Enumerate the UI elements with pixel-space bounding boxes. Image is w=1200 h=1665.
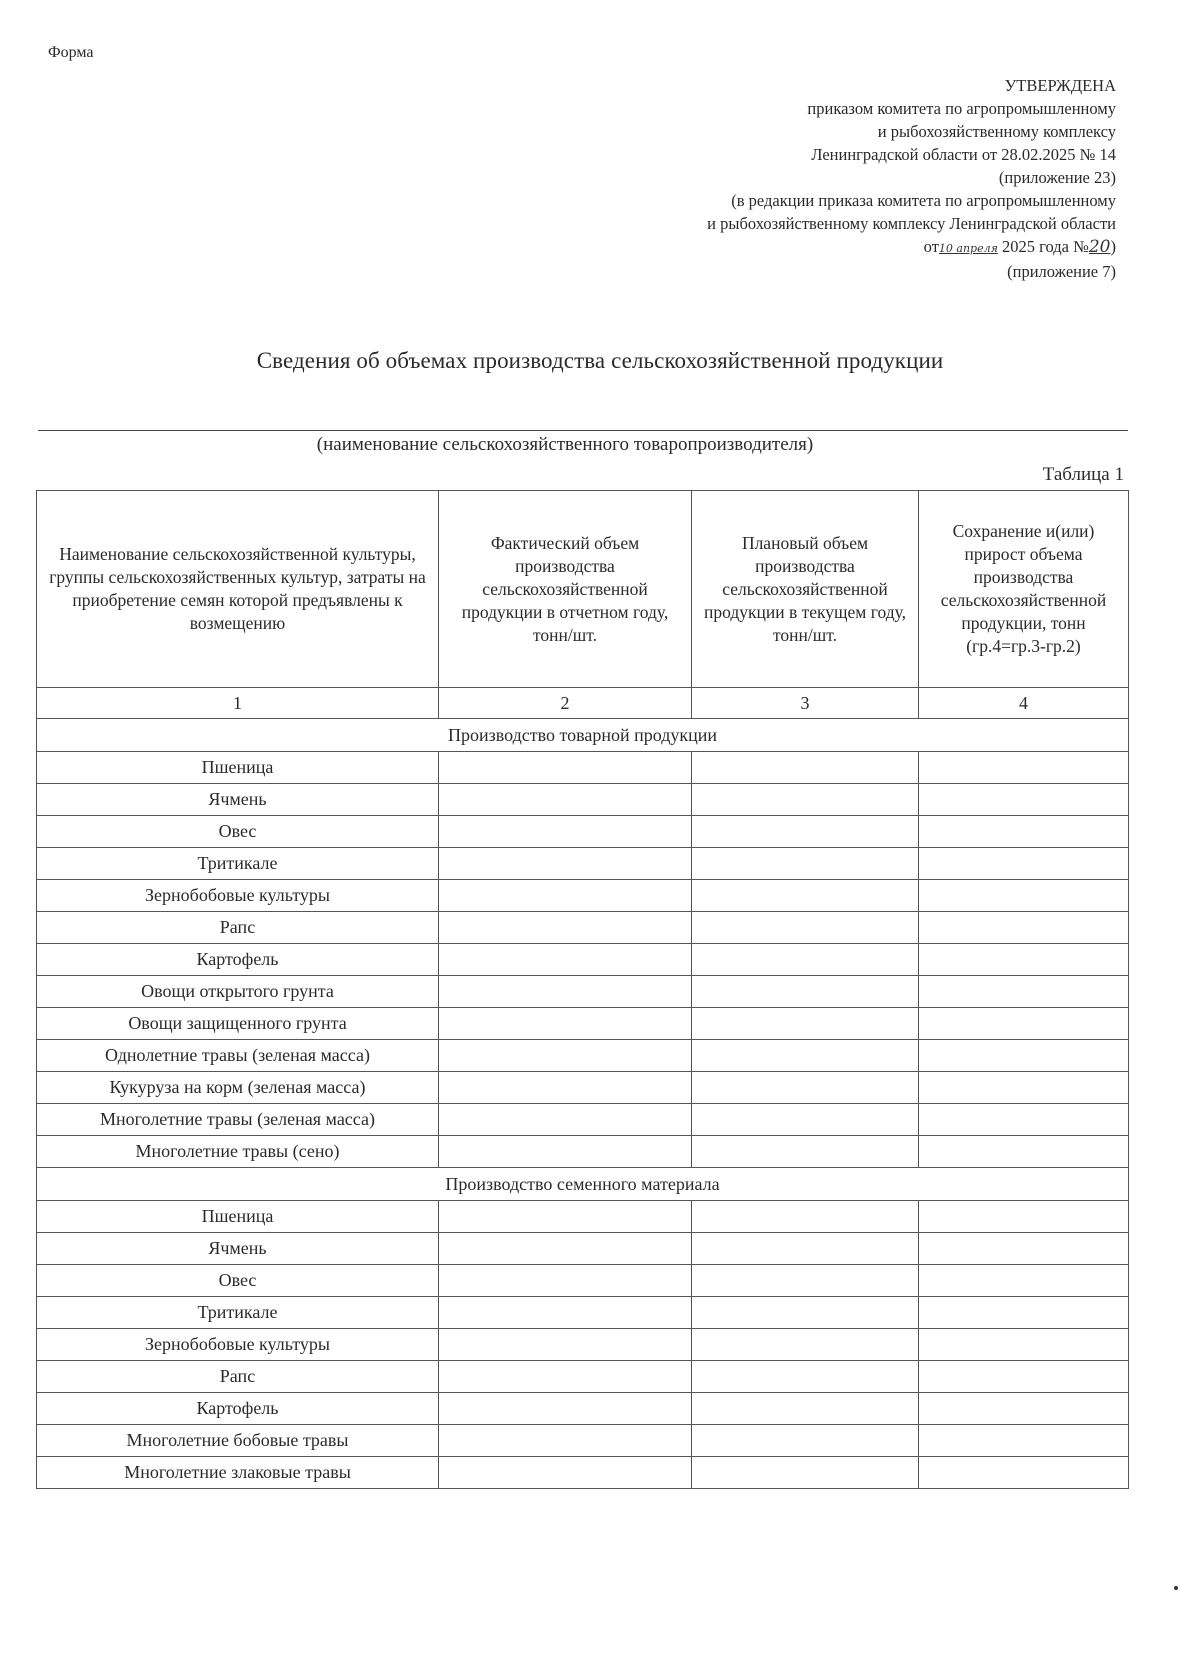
growth-volume-cell[interactable] [919, 1233, 1129, 1265]
planned-volume-cell[interactable] [692, 1393, 919, 1425]
planned-volume-cell[interactable] [692, 1265, 919, 1297]
culture-name-cell: Многолетние травы (зеленая масса) [37, 1104, 439, 1136]
planned-volume-cell[interactable] [692, 1297, 919, 1329]
actual-volume-cell[interactable] [439, 816, 692, 848]
culture-name-cell: Картофель [37, 944, 439, 976]
table-row [37, 912, 1129, 944]
culture-name-cell: Ячмень [37, 784, 439, 816]
culture-name-cell: Рапс [37, 1361, 439, 1393]
table-row [37, 1361, 1129, 1393]
growth-volume-cell[interactable] [919, 976, 1129, 1008]
culture-name-cell: Многолетние злаковые травы [37, 1457, 439, 1489]
growth-volume-cell[interactable] [919, 944, 1129, 976]
header-growth-volume: Сохранение и(или) прирост объема производства сельскохозяйственной продукции, тонн (гр.4=гр.3-гр.2) [919, 491, 1129, 688]
actual-volume-cell[interactable] [439, 976, 692, 1008]
actual-volume-cell[interactable] [439, 1425, 692, 1457]
table-row [37, 1008, 1129, 1040]
approval-line-8 [556, 235, 1116, 260]
table-row [37, 976, 1129, 1008]
table-row [37, 784, 1129, 816]
table-row [37, 1457, 1129, 1489]
column-numbers-row [37, 688, 1129, 719]
header-culture-name: Наименование сельскохозяйственной культуры, группы сельскохозяйственных культур, затраты на приобретение семян которой предъявлены к возмещению [37, 491, 439, 688]
table-row [37, 1297, 1129, 1329]
culture-name-cell: Овощи защищенного грунта [37, 1008, 439, 1040]
column-number: 4 [919, 688, 1129, 719]
actual-volume-cell[interactable] [439, 1233, 692, 1265]
growth-volume-cell[interactable] [919, 1361, 1129, 1393]
culture-name-cell: Многолетние травы (сено) [37, 1136, 439, 1168]
planned-volume-cell[interactable] [692, 784, 919, 816]
planned-volume-cell[interactable] [692, 848, 919, 880]
culture-name-cell: Рапс [37, 912, 439, 944]
table-row [37, 1265, 1129, 1297]
planned-volume-cell[interactable] [692, 976, 919, 1008]
approval-line-8-suffix: ) [1110, 237, 1116, 256]
actual-volume-cell[interactable] [439, 1329, 692, 1361]
growth-volume-cell[interactable] [919, 1297, 1129, 1329]
culture-name-cell: Ячмень [37, 1233, 439, 1265]
planned-volume-cell[interactable] [692, 1136, 919, 1168]
actual-volume-cell[interactable] [439, 784, 692, 816]
approval-line-8-mid: 2025 года № [1002, 237, 1089, 256]
culture-name-cell: Овощи открытого грунта [37, 976, 439, 1008]
growth-volume-cell[interactable] [919, 912, 1129, 944]
culture-name-cell: Однолетние травы (зеленая масса) [37, 1040, 439, 1072]
form-label: Форма [48, 44, 94, 61]
table-row [37, 944, 1129, 976]
culture-name-cell: Пшеница [37, 752, 439, 784]
scan-speck [1174, 1586, 1178, 1590]
actual-volume-cell[interactable] [439, 880, 692, 912]
approval-line-1: УТВЕРЖДЕНА [1004, 76, 1116, 95]
column-number: 3 [692, 688, 919, 719]
growth-volume-cell[interactable] [919, 1201, 1129, 1233]
table-row [37, 880, 1129, 912]
culture-name-cell: Зернобобовые культуры [37, 880, 439, 912]
growth-volume-cell[interactable] [919, 784, 1129, 816]
planned-volume-cell[interactable] [692, 1457, 919, 1489]
culture-name-cell: Овес [37, 1265, 439, 1297]
planned-volume-cell[interactable] [692, 1201, 919, 1233]
column-number: 2 [439, 688, 692, 719]
planned-volume-cell[interactable] [692, 944, 919, 976]
approval-line-3: и рыбохозяйственному комплексу [877, 122, 1116, 141]
section-row-seed [37, 1168, 1129, 1201]
actual-volume-cell[interactable] [439, 1136, 692, 1168]
table-row [37, 1072, 1129, 1104]
growth-volume-cell[interactable] [919, 1265, 1129, 1297]
approval-line-5: (приложение 23) [998, 168, 1116, 187]
actual-volume-cell[interactable] [439, 1457, 692, 1489]
handwritten-number: 20 [1088, 237, 1111, 257]
actual-volume-cell[interactable] [439, 1361, 692, 1393]
planned-volume-cell[interactable] [692, 880, 919, 912]
growth-volume-cell[interactable] [919, 1136, 1129, 1168]
actual-volume-cell[interactable] [439, 1008, 692, 1040]
actual-volume-cell[interactable] [439, 1201, 692, 1233]
planned-volume-cell[interactable] [692, 1425, 919, 1457]
table-row [37, 1393, 1129, 1425]
growth-volume-cell[interactable] [919, 1457, 1129, 1489]
actual-volume-cell[interactable] [439, 1265, 692, 1297]
planned-volume-cell[interactable] [692, 1072, 919, 1104]
production-table [36, 490, 1129, 1489]
document-title: Сведения об объемах производства сельскохозяйственной продукции [256, 348, 944, 373]
growth-volume-cell[interactable] [919, 1393, 1129, 1425]
culture-name-cell: Тритикале [37, 848, 439, 880]
planned-volume-cell[interactable] [692, 1008, 919, 1040]
culture-name-cell: Картофель [37, 1393, 439, 1425]
growth-volume-cell[interactable] [919, 1329, 1129, 1361]
culture-name-cell: Пшеница [37, 1201, 439, 1233]
table-row [37, 752, 1129, 784]
actual-volume-cell[interactable] [439, 1297, 692, 1329]
planned-volume-cell[interactable] [692, 816, 919, 848]
planned-volume-cell[interactable] [692, 912, 919, 944]
section-title-seed: Производство семенного материала [37, 1168, 1129, 1201]
growth-volume-cell[interactable] [919, 880, 1129, 912]
approval-line-8-prefix: от [923, 237, 939, 256]
actual-volume-cell[interactable] [439, 912, 692, 944]
planned-volume-cell[interactable] [692, 1361, 919, 1393]
table-row [37, 1201, 1129, 1233]
culture-name-cell: Зернобобовые культуры [37, 1329, 439, 1361]
approval-line-7: и рыбохозяйственному комплексу Ленинградской области [707, 214, 1116, 233]
growth-volume-cell[interactable] [919, 816, 1129, 848]
table-row [37, 1233, 1129, 1265]
table-row [37, 1329, 1129, 1361]
producer-caption: (наименование сельскохозяйственного товаропроизводителя) [316, 434, 814, 455]
growth-volume-cell[interactable] [919, 1008, 1129, 1040]
table-row [37, 848, 1129, 880]
culture-name-cell: Овес [37, 816, 439, 848]
planned-volume-cell[interactable] [692, 1329, 919, 1361]
culture-name-cell: Кукуруза на корм (зеленая масса) [37, 1072, 439, 1104]
header-actual-volume: Фактический объем производства сельскохозяйственной продукции в отчетном году, тонн/шт. [439, 491, 692, 688]
planned-volume-cell[interactable] [692, 1233, 919, 1265]
handwritten-date: 10 апреля [938, 242, 998, 255]
culture-name-cell: Тритикале [37, 1297, 439, 1329]
section-row-commodity [37, 719, 1129, 752]
growth-volume-cell[interactable] [919, 1425, 1129, 1457]
actual-volume-cell[interactable] [439, 1072, 692, 1104]
table-label: Таблица 1 [1042, 464, 1124, 485]
approval-line-9: (приложение 7) [1007, 262, 1116, 281]
actual-volume-cell[interactable] [439, 944, 692, 976]
approval-line-6: (в редакции приказа комитета по агропромышленному [731, 191, 1116, 210]
table-row [37, 1425, 1129, 1457]
actual-volume-cell[interactable] [439, 848, 692, 880]
section-title-commodity: Производство товарной продукции [37, 719, 1129, 752]
table-row [37, 1104, 1129, 1136]
column-number: 1 [37, 688, 439, 719]
actual-volume-cell[interactable] [439, 1104, 692, 1136]
header-planned-volume: Плановый объем производства сельскохозяйственной продукции в текущем году, тонн/шт. [692, 491, 919, 688]
table-row [37, 816, 1129, 848]
growth-volume-cell[interactable] [919, 1072, 1129, 1104]
planned-volume-cell[interactable] [692, 1040, 919, 1072]
approval-line-2: приказом комитета по агропромышленному [807, 99, 1116, 118]
growth-volume-cell[interactable] [919, 1104, 1129, 1136]
planned-volume-cell[interactable] [692, 1104, 919, 1136]
approval-block [556, 74, 1116, 283]
growth-volume-cell[interactable] [919, 752, 1129, 784]
growth-volume-cell[interactable] [919, 1040, 1129, 1072]
planned-volume-cell[interactable] [692, 752, 919, 784]
actual-volume-cell[interactable] [439, 1393, 692, 1425]
approval-line-4: Ленинградской области от 28.02.2025 № 14 [811, 145, 1116, 164]
table-header-row [37, 491, 1129, 688]
table-row [37, 1040, 1129, 1072]
culture-name-cell: Многолетние бобовые травы [37, 1425, 439, 1457]
actual-volume-cell[interactable] [439, 1040, 692, 1072]
producer-name-line [38, 430, 1128, 431]
actual-volume-cell[interactable] [439, 752, 692, 784]
growth-volume-cell[interactable] [919, 848, 1129, 880]
table-row [37, 1136, 1129, 1168]
